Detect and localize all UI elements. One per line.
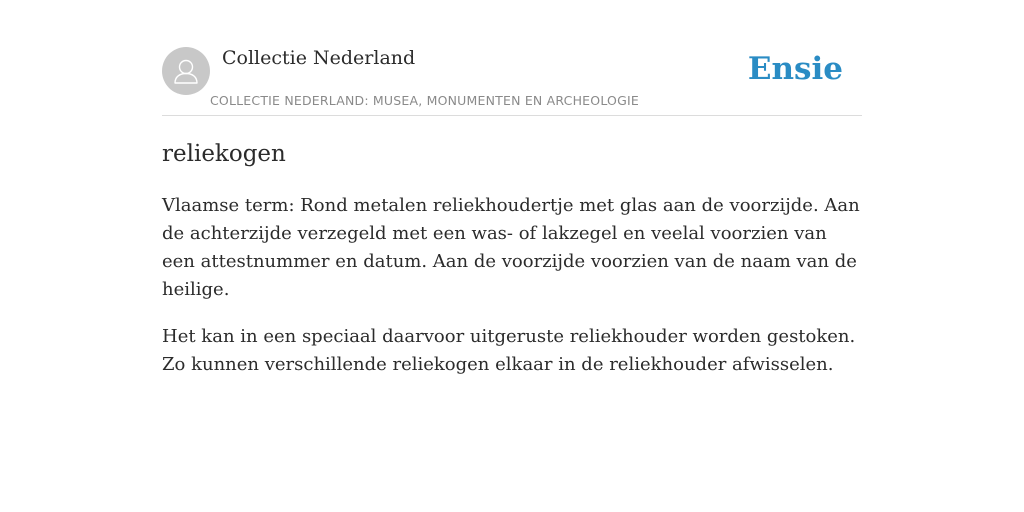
definition-card xyxy=(162,46,862,375)
card-header xyxy=(162,46,862,116)
entry-paragraph: Het kan in een speciaal daarvoor uitgeruste reliekhouder worden gestoken. Zo kunnen verschillende reliekogen elkaar in de reliekhouder afwisselen. xyxy=(162,326,856,375)
author-link[interactable]: Collectie Nederland xyxy=(222,47,416,69)
user-outline-icon xyxy=(162,47,210,95)
author-subtitle: COLLECTIE NEDERLAND: MUSEA, MONUMENTEN EN ARCHEOLOGIE xyxy=(210,93,639,108)
brand-logo[interactable]: Ensie xyxy=(747,51,843,87)
author-avatar[interactable] xyxy=(162,47,210,95)
entry-term: reliekogen xyxy=(162,141,286,167)
entry-body xyxy=(162,192,862,398)
entry-paragraph: Vlaamse term: Rond metalen reliekhoudertje met glas aan de voorzijde. Aan de achterzijde verzegeld met een was- of lakzegel en veelal voorzien van een attestnummer en datum. Aan de voorzijde voorzien van de naam van de heilige. xyxy=(162,195,860,300)
